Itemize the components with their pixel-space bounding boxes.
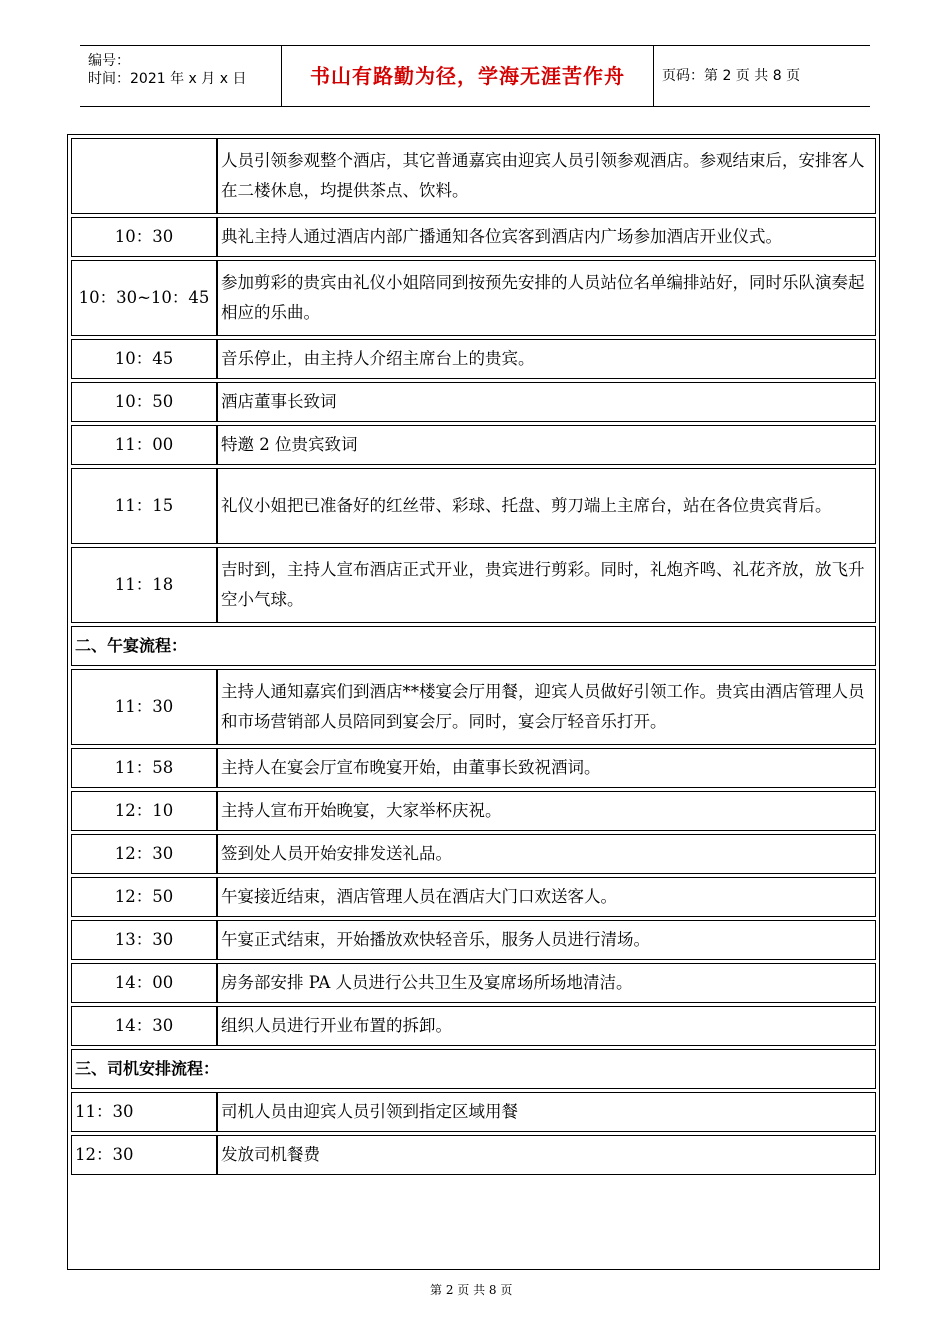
desc-cell: 特邀 2 位贵宾致词 [217,425,876,465]
desc-cell: 主持人通知嘉宾们到酒店**楼宴会厅用餐，迎宾人员做好引领工作。贵宾由酒店管理人员和市场营销部人员陪同到宴会厅。同时，宴会厅轻音乐打开。 [217,669,876,745]
time-cell: 10：30 [71,217,217,257]
desc-cell: 组织人员进行开业布置的拆卸。 [217,1006,876,1046]
time-cell: 12：30 [71,1135,217,1175]
desc-cell: 音乐停止，由主持人介绍主席台上的贵宾。 [217,339,876,379]
time-cell: 11：15 [71,468,217,544]
header-page-number: 页码：第 2 页 共 8 页 [662,68,801,84]
desc-cell: 房务部安排 PA 人员进行公共卫生及宴席场所场地清洁。 [217,963,876,1003]
document-number: 编号： [88,53,130,69]
table-row [71,339,876,379]
time-cell: 11：00 [71,425,217,465]
table-row [71,920,876,960]
schedule-table [71,138,876,1175]
time-cell: 12：50 [71,877,217,917]
table-row [71,1092,876,1132]
time-cell: 11：18 [71,547,217,623]
table-row [71,834,876,874]
time-cell: 14：00 [71,963,217,1003]
time-cell: 13：30 [71,920,217,960]
time-cell: 12：30 [71,834,217,874]
table-row [71,1006,876,1046]
desc-cell: 参加剪彩的贵宾由礼仪小姐陪同到按预先安排的人员站位名单编排站好，同时乐队演奏起相应的乐曲。 [217,260,876,336]
schedule-frame [67,134,880,1270]
desc-cell: 午宴正式结束，开始播放欢快轻音乐，服务人员进行清场。 [217,920,876,960]
time-cell [71,138,217,214]
desc-cell: 主持人在宴会厅宣布晚宴开始，由董事长致祝酒词。 [217,748,876,788]
time-cell: 11：58 [71,748,217,788]
table-row [71,963,876,1003]
page-footer: 第 2 页 共 8 页 [430,1283,513,1297]
table-row [71,748,876,788]
document-date: 时间：2021 年 x 月 x 日 [88,71,247,87]
desc-cell: 发放司机餐费 [217,1135,876,1175]
page-header [80,45,870,107]
table-row [71,877,876,917]
time-cell: 10：50 [71,382,217,422]
time-cell: 14：30 [71,1006,217,1046]
time-cell: 10：30~10：45 [71,260,217,336]
table-row [71,791,876,831]
desc-cell: 礼仪小姐把已准备好的红丝带、彩球、托盘、剪刀端上主席台，站在各位贵宾背后。 [217,468,876,544]
table-row [71,1135,876,1175]
table-row [71,260,876,336]
desc-cell: 酒店董事长致词 [217,382,876,422]
header-motto: 书山有路勤为径，学海无涯苦作舟 [282,46,654,106]
section-heading: 二、午宴流程： [71,626,876,666]
time-cell: 12：10 [71,791,217,831]
header-meta [80,46,282,106]
section-heading-row [71,626,876,666]
section-heading: 三、司机安排流程： [71,1049,876,1089]
desc-cell: 午宴接近结束，酒店管理人员在酒店大门口欢送客人。 [217,877,876,917]
table-row [71,138,876,214]
table-row [71,547,876,623]
desc-cell: 吉时到，主持人宣布酒店正式开业，贵宾进行剪彩。同时，礼炮齐鸣、礼花齐放，放飞升空小气球。 [217,547,876,623]
time-cell: 11：30 [71,669,217,745]
table-row [71,669,876,745]
desc-cell: 人员引领参观整个酒店，其它普通嘉宾由迎宾人员引领参观酒店。参观结束后，安排客人在二楼休息，均提供茶点、饮料。 [217,138,876,214]
desc-cell: 典礼主持人通过酒店内部广播通知各位宾客到酒店内广场参加酒店开业仪式。 [217,217,876,257]
time-cell: 11：30 [71,1092,217,1132]
desc-cell: 主持人宣布开始晚宴，大家举杯庆祝。 [217,791,876,831]
desc-cell: 签到处人员开始安排发送礼品。 [217,834,876,874]
time-cell: 10：45 [71,339,217,379]
section-heading-row [71,1049,876,1089]
table-row [71,382,876,422]
table-row [71,468,876,544]
table-row [71,217,876,257]
table-row [71,425,876,465]
desc-cell: 司机人员由迎宾人员引领到指定区域用餐 [217,1092,876,1132]
